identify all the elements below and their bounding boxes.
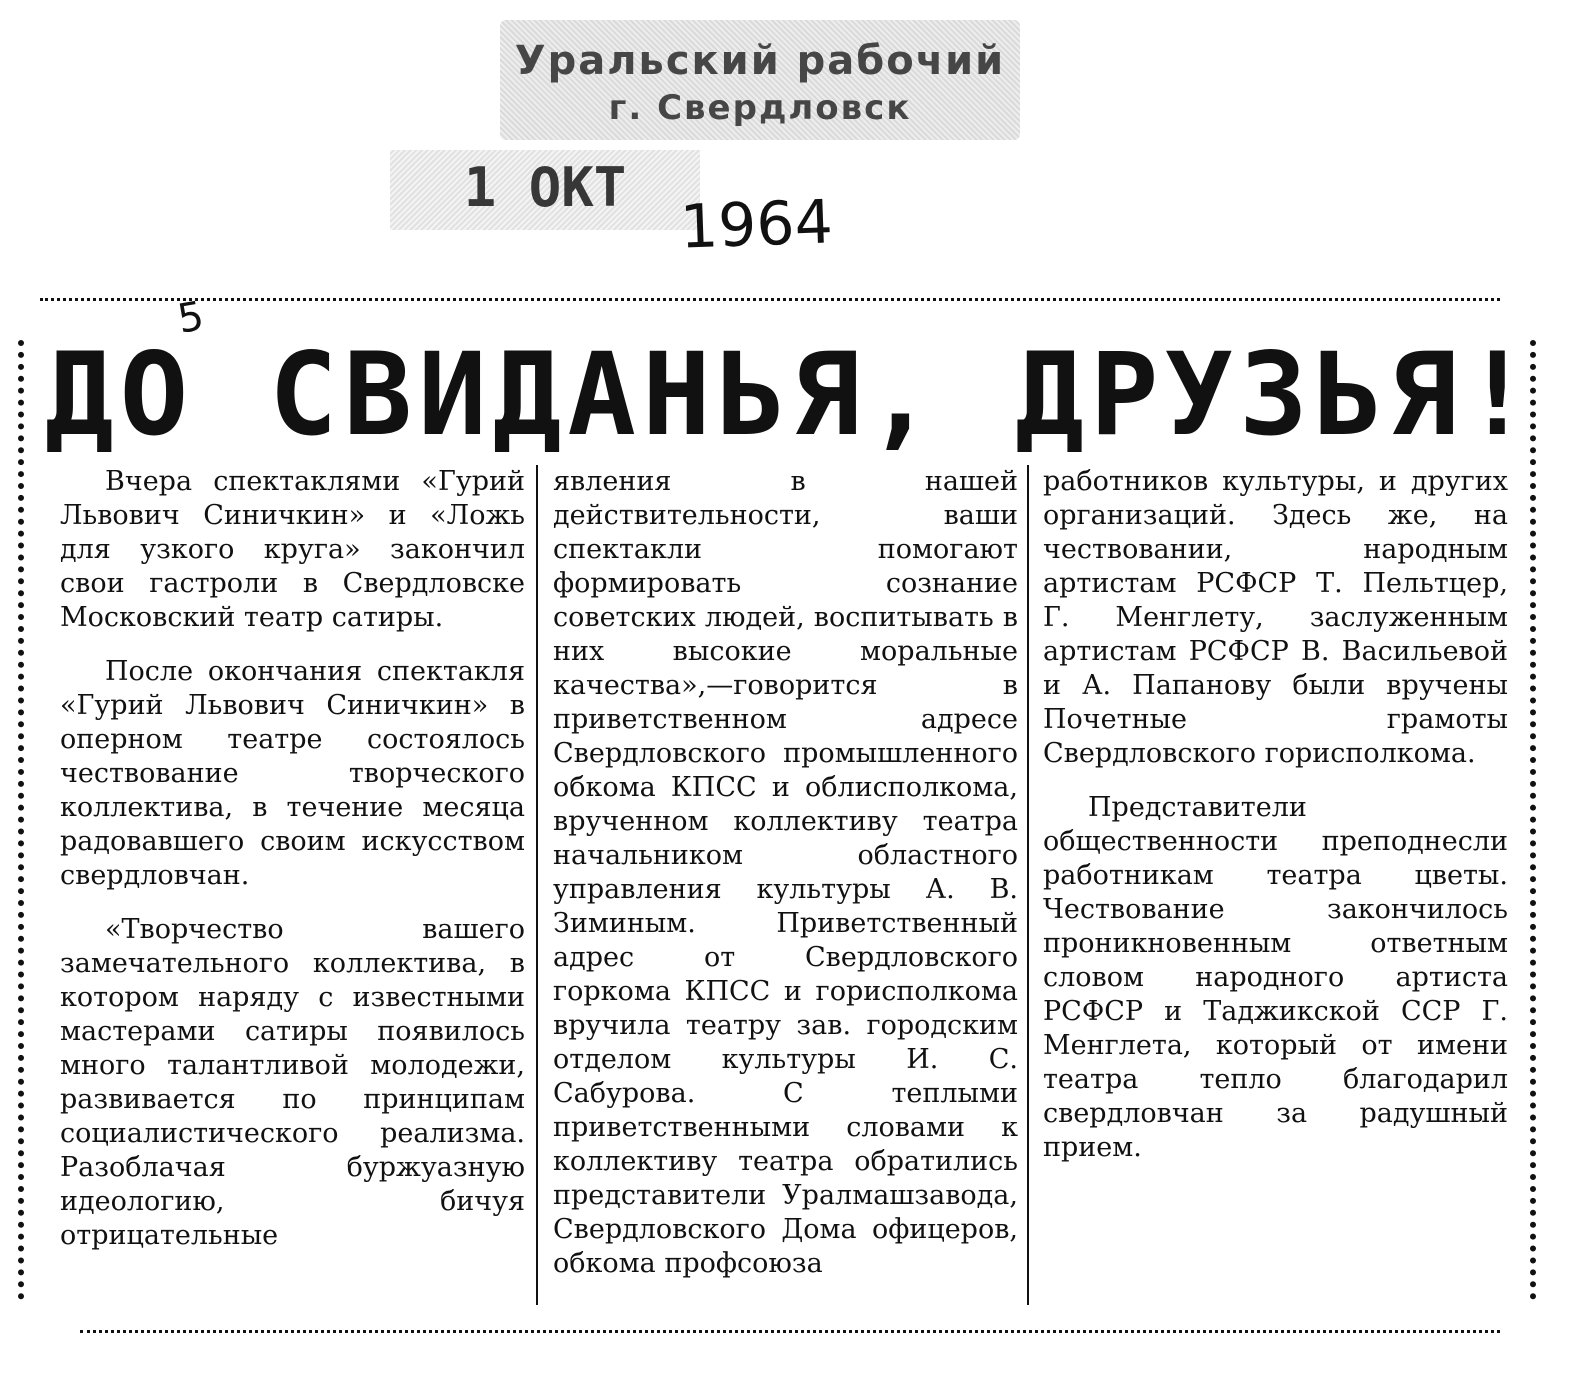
paragraph: «Творчество вашего замечательного коллектива, в котором наряду с известными мастерами сатиры появилось много талантливой молодежи, развивается по принципам социалистического реализма. Разоблачая буржуазную идеологию, бичуя отрицательные: [60, 914, 525, 1251]
paragraph: явления в нашей действительности, ваши спектакли помогают формировать сознание советских людей, воспитывать в них высокие моральные качества»,—говорится в приветственном адресе Свердловского промышленного обкома КПСС и облисполкома, врученном коллективу театра начальником областного управления культуры А. В. Зиминым. Приветственный адрес от Свердловского горкома КПСС и горисполкома вручила театру зав. городским отделом культуры И. С. Сабурова. С теплыми приветственными словами к коллективу театра обратились представители Уралмашзавода, Свердловского Дома офицеров, обкома профсоюза: [553, 466, 1018, 1279]
date-stamp: [390, 150, 700, 230]
paragraph: Вчера спектаклями «Гурий Львович Синичкин» и «Ложь для узкого круга» закончил свои гастроли в Свердловске Московский театр сатиры.: [60, 466, 525, 633]
top-dotted-rule: [40, 298, 1500, 301]
paragraph: После окончания спектакля «Гурий Львович Синичкин» в оперном театре состоялось чествование творческого коллектива, в течение месяца радовавшего своим искусством свердловчан.: [60, 656, 525, 891]
newspaper-city: г. Свердловск: [608, 88, 912, 128]
paragraph: работников культуры, и других организаций. Здесь же, на чествовании, народным артистам РСФСР Т. Пельтцер, Г. Менглету, заслуженным артистам РСФСР В. Васильевой и А. Папанову были вручены Почетные грамоты Свердловского горисполкома.: [1043, 466, 1508, 769]
bottom-dotted-rule: [80, 1330, 1500, 1333]
column-divider: [536, 465, 538, 1305]
right-dotted-frame: [1530, 340, 1536, 1300]
left-dotted-frame: [18, 340, 24, 1300]
date-stamp-text: 1 ОКТ: [463, 156, 627, 219]
column-divider: [1027, 465, 1029, 1305]
article-column-2: [553, 465, 1018, 1301]
handwritten-year: 1964: [678, 187, 834, 263]
article-headline: ДО СВИДАНЬЯ, ДРУЗЬЯ!: [45, 328, 1538, 461]
article-column-3: [1043, 465, 1508, 1185]
handwritten-mark: 5: [174, 293, 208, 343]
article-column-1: [60, 465, 525, 1273]
paragraph: Представители общественности преподнесли работникам театра цветы. Чествование закончилось проникновенным ответным словом народного артиста РСФСР и Таджикской ССР Г. Менглета, который от имени театра тепло благодарил свердловчан за радушный прием.: [1043, 792, 1508, 1163]
newspaper-title: Уральский рабочий: [514, 38, 1006, 84]
newspaper-name-stamp: [500, 20, 1020, 140]
